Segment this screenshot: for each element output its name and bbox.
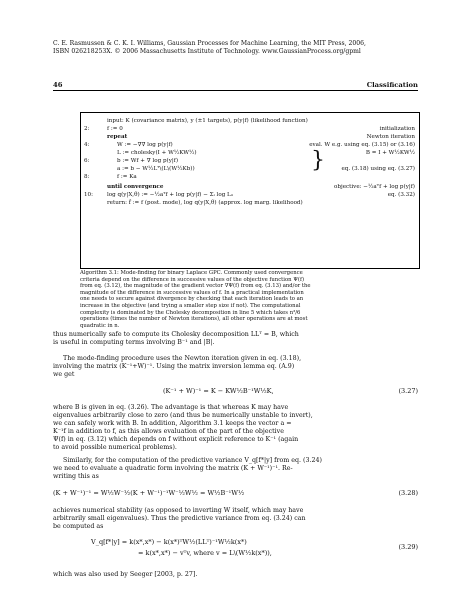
section-title: Classification — [366, 81, 418, 89]
paragraph: achieves numerical stability (as opposed to inverting W itself, which may have arbitrarily small eigenvalues). Thus the predictive variance from eq. (3.24) can be computed as — [53, 507, 306, 530]
running-head — [53, 81, 418, 91]
algorithm-line: input: K (covariance matrix), y (±1 targets), p(y|f) (likelihood function) — [107, 118, 308, 124]
algorithm-line: 2: f := 0 initialization — [84, 126, 415, 132]
algorithm-line: until convergence objective: −½aᵀf + log p(y|f) — [107, 184, 415, 190]
algorithm-line: 4: W := −∇∇ log p(y|f) eval. W e.g. using eq. (3.15) or (3.16) — [84, 142, 415, 148]
paragraph: The mode-finding procedure uses the Newton iteration given in eq. (3.18), involving the matrix (K⁻¹+W)⁻¹. Using the matrix inversion lemma eq. (A.9) we get — [53, 355, 302, 378]
algorithm-line: 8: f := Ka — [84, 174, 137, 180]
copyright-header — [53, 40, 366, 55]
algorithm-line: a := b − W½Lᵀ\(L\(W½Kb)) eq. (3.18) using eq. (3.27) — [117, 166, 415, 172]
paragraph: thus numerically safe to compute its Cholesky decomposition LLᵀ = B, which is useful in computing terms involving B⁻¹ and |B|. — [53, 331, 299, 346]
equation-3-29: V_q[f*|y] = k(x*,x*) − k(x*)ᵀW½(LLᵀ)⁻¹W½k(x*) = k(x*,x*) − vᵀv, where v = L\(W½k(x*)), (3.29) — [91, 538, 418, 557]
paragraph: where B is given in eq. (3.26). The advantage is that whereas K may have eigenvalues arbitrarily close to zero (and thus be numerically unstable to invert), we can safely work with B. In addition, Algorithm 3.1 keeps the vector a = K⁻¹f in addition to f, as this allows evaluation of the part of the objective Ψ(f) in eq. (3.12) which depends on f without explicit reference to K⁻¹ (again to avoid possible numerical problems). — [53, 404, 313, 451]
brace-symbol: } — [311, 148, 325, 173]
algorithm-line: repeat Newton iteration — [107, 134, 415, 140]
equation-3-27: (K⁻¹ + W)⁻¹ = K − KW½B⁻¹W½K, (3.27) — [163, 387, 418, 395]
page-number: 46 — [53, 81, 63, 89]
algorithm-box — [80, 112, 420, 269]
equation-3-28: (K + W⁻¹)⁻¹ = W½W⁻½(K + W⁻¹)⁻¹W⁻½W½ = W½B⁻¹W½ (3.28) — [53, 489, 418, 497]
algorithm-line: return: f̂ := f (post. mode), log q(y|X,θ) (approx. log marg. likelihood) — [107, 200, 303, 206]
algorithm-line: 10: log q(y|X,θ) := −½aᵀf + log p(y|f) − Σᵢ log Lᵢᵢ eq. (3.32) — [84, 192, 415, 198]
algorithm-line: L := cholesky(I + W½KW½) B = I + W½KW½ — [117, 150, 415, 156]
algorithm-caption: Algorithm 3.1: Mode-finding for binary Laplace GPC. Commonly used convergence criteria depend on the difference in successive values of the objective function Ψ(f) from eq. (3.12), the magnitude of the gradient vector ∇Ψ(f) from eq. (3.13) and/or the magnitude of the difference in successive values of f. In a practical implementation one needs to secure against divergence by checking that each iteration leads to an increase in the objective (and trying a smaller step size if not). The computational complexity is dominated by the Cholesky decomposition in line 5 which takes n³/6 operations (times the number of Newton iterations), all other operations are at most quadratic in n. — [80, 270, 311, 329]
header-line-1: C. E. Rasmussen & C. K. I. Williams, Gaussian Processes for Machine Learning, the MIT Press, 2006, — [53, 40, 366, 47]
algorithm-line: 6: b := Wf + ∇ log p(y|f) — [84, 158, 179, 164]
paragraph: which was also used by Seeger [2003, p. 27]. — [53, 571, 198, 578]
paragraph: Similarly, for the computation of the predictive variance V_q[f*|y] from eq. (3.24) we need to evaluate a quadratic form involving the matrix (K + W⁻¹)⁻¹. Re- writing this as — [53, 457, 322, 480]
header-line-2: ISBN 026218253X. © 2006 Massachusetts Institute of Technology. www.GaussianProcess.org/gpml — [53, 47, 361, 55]
